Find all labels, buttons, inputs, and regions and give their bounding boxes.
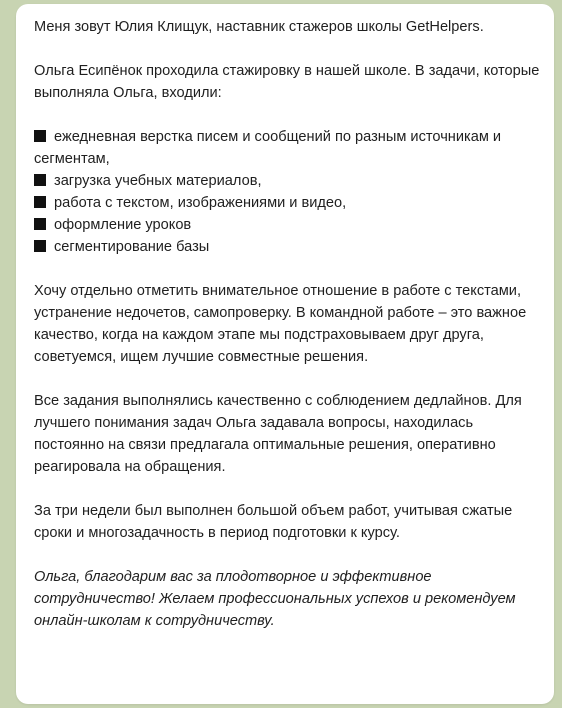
task-item (34, 214, 540, 236)
task-text: ежедневная верстка писем и сообщений по разным источникам и сегментам, (34, 129, 502, 167)
task-item (34, 236, 540, 258)
task-text: загрузка учебных материалов, (54, 173, 262, 189)
task-text: работа с текстом, изображениями и видео, (54, 195, 347, 211)
square-bullet-icon (34, 196, 46, 208)
task-item (34, 192, 540, 214)
square-bullet-icon (34, 130, 46, 142)
square-bullet-icon (34, 218, 46, 230)
task-text: сегментирование базы (54, 239, 210, 255)
task-item (34, 170, 540, 192)
task-text: оформление уроков (54, 217, 192, 233)
attention-paragraph: Хочу отдельно отметить внимательное отношение в работе с текстами, устранение недочетов, самопроверку. В командной работе – это важное качество, когда на каждом этапе мы подстраховываем друг друга, советуемся, ищем лучшие совместные решения. (34, 283, 527, 365)
internship-paragraph: Ольга Есипёнок проходила стажировку в нашей школе. В задачи, которые выполняла Ольга, входили: (34, 63, 540, 101)
square-bullet-icon (34, 174, 46, 186)
quality-paragraph: Все задания выполнялись качественно с соблюдением дедлайнов. Для лучшего понимания задач Ольга задавала вопросы, находилась постоянно на связи предлагала оптимальные решения, оперативно реагировала на обращения. (34, 393, 522, 475)
square-bullet-icon (34, 240, 46, 252)
message-bubble[interactable] (16, 4, 554, 704)
task-item (34, 126, 540, 170)
intro-paragraph: Меня зовут Юлия Клищук, наставник стажеров школы GetHelpers. (34, 19, 484, 35)
volume-paragraph: За три недели был выполнен большой объем работ, учитывая сжатые сроки и многозадачность в период подготовки к курсу. (34, 503, 513, 541)
thanks-paragraph: Ольга, благодарим вас за плодотворное и эффективное сотрудничество! Желаем профессиональных успехов и рекомендуем онлайн-школам к сотрудничеству. (34, 569, 516, 629)
task-list (34, 126, 540, 258)
